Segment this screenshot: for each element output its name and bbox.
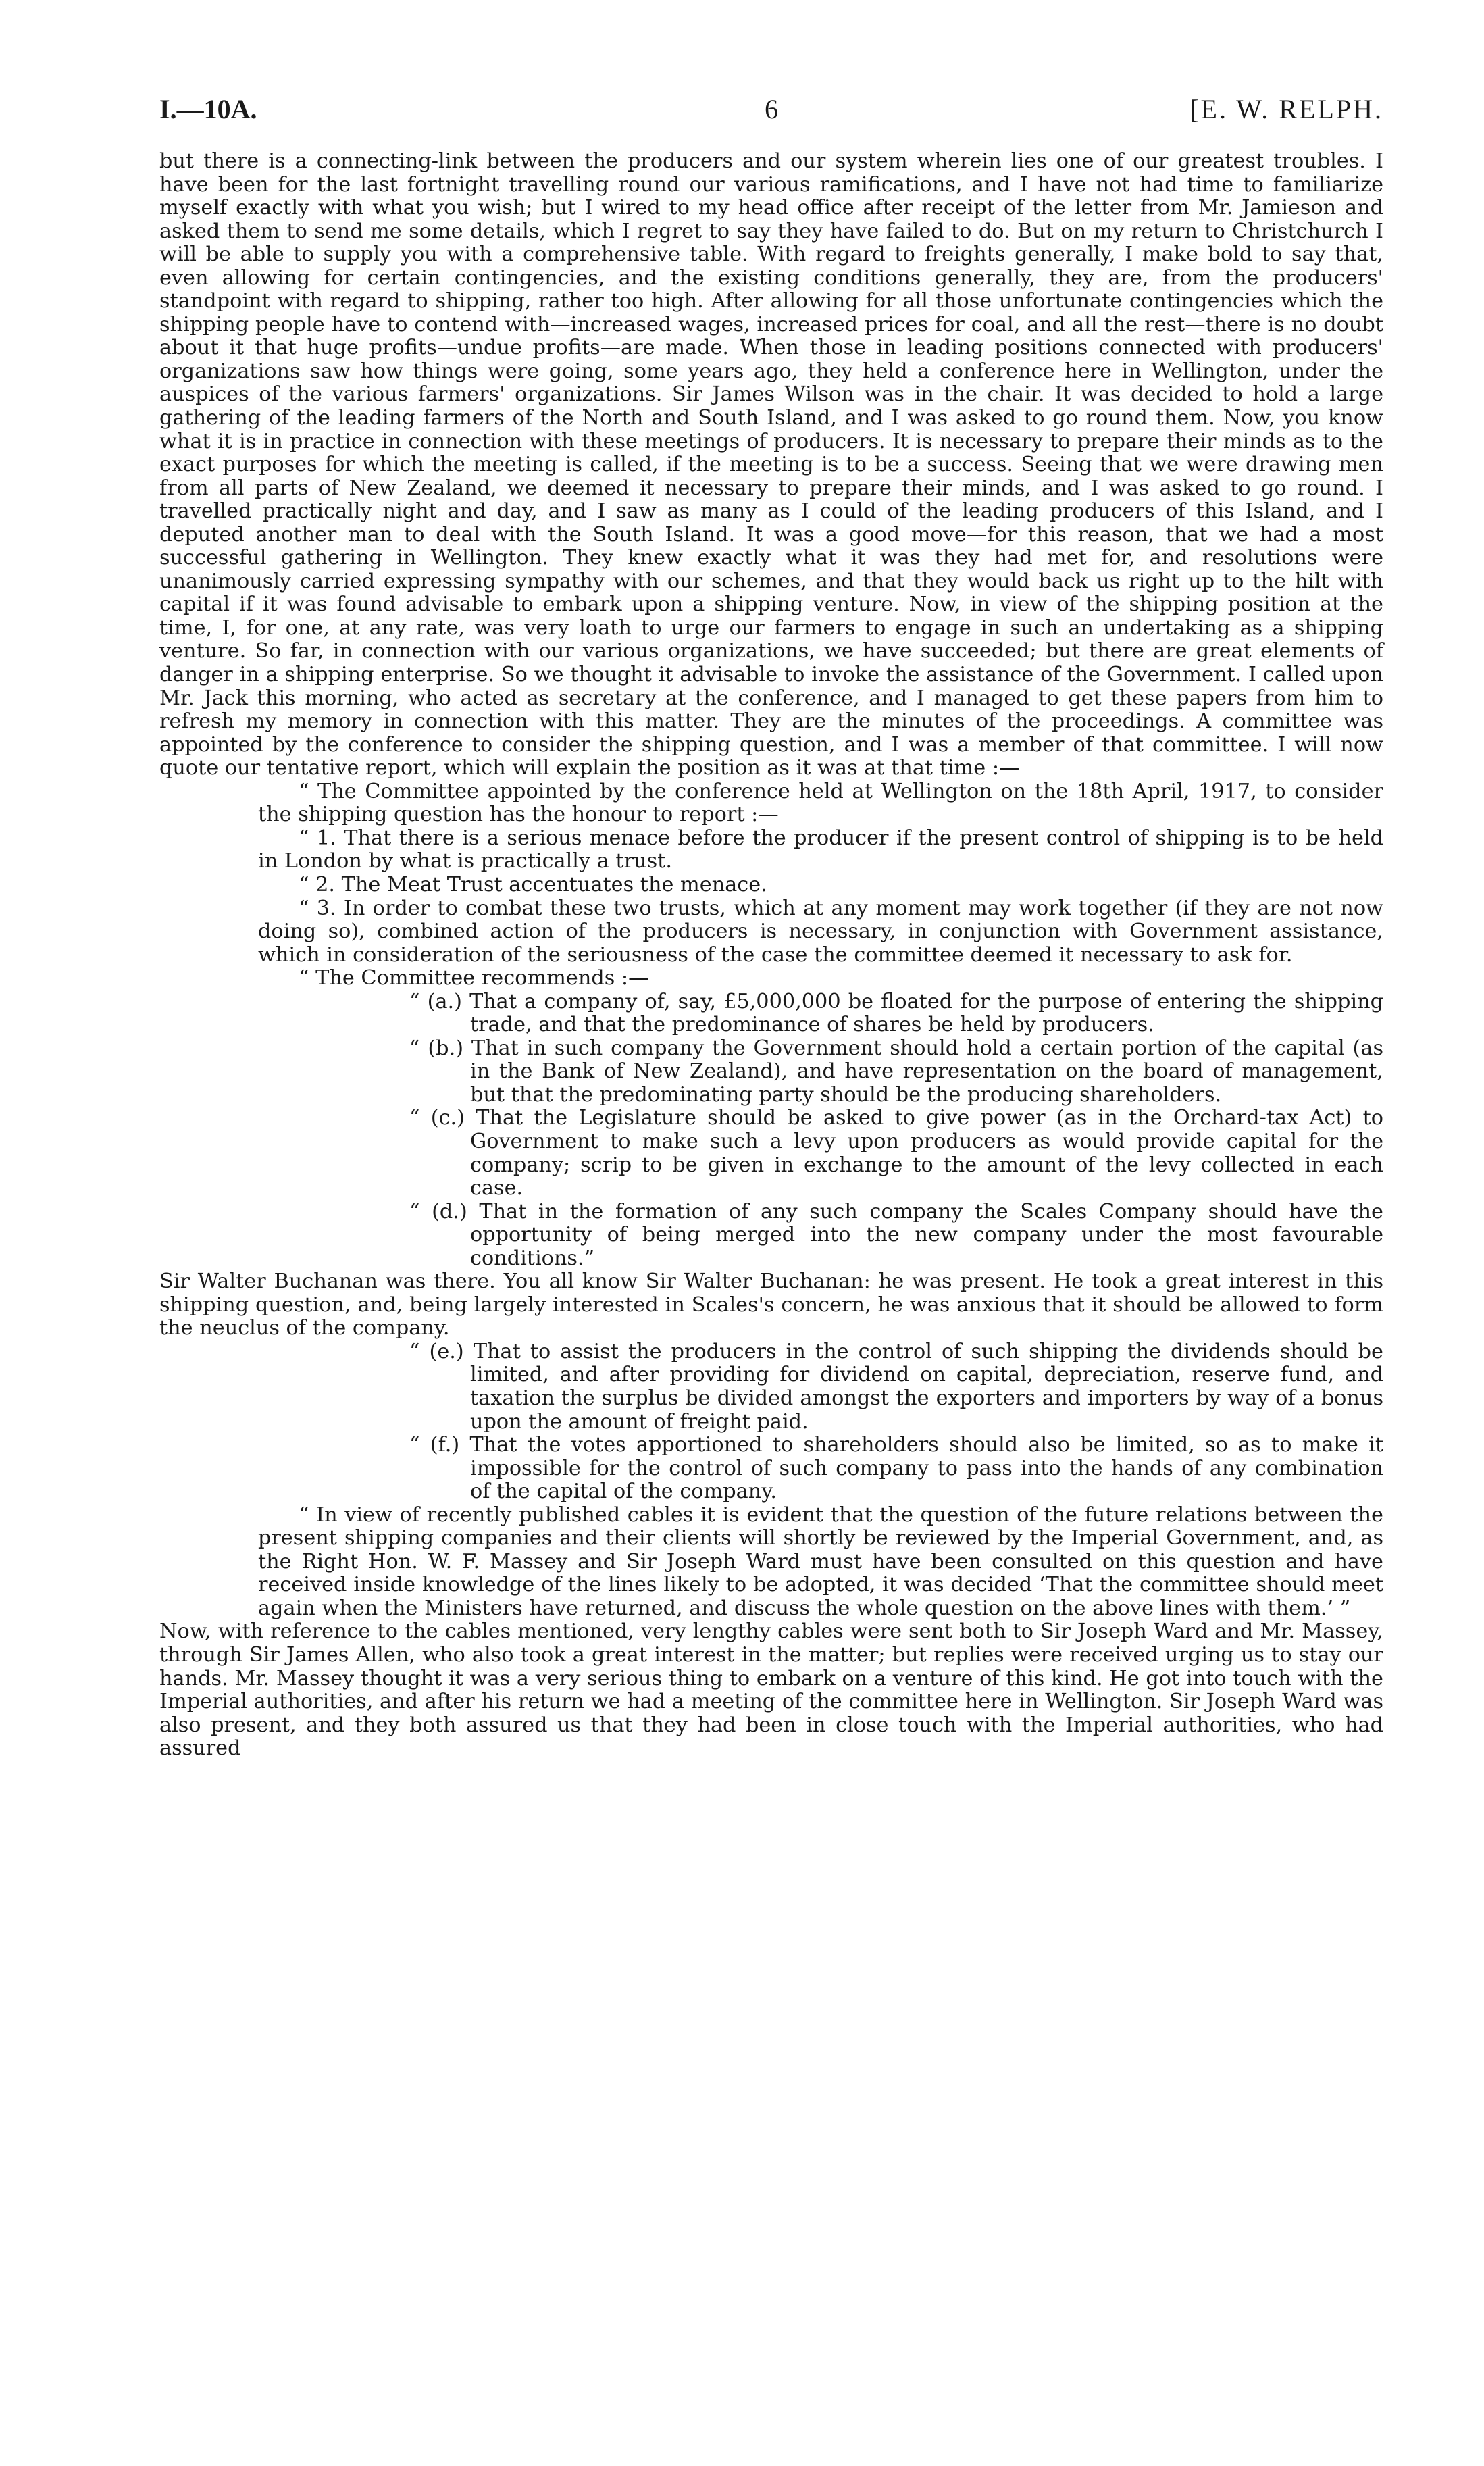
report-cables: “ In view of recently published cables it is evident that the question of the future relations between the present shipping companies and their clients will shortly be reviewed by the Imperial Government, and, as the Right Hon. W. F. Massey and Sir Joseph Ward must have been consulted on this question and have received inside knowledge of the lines likely to be adopted, it was decided ‘That the committee should meet again when the Ministers have returned, and discuss the whole question on the above lines with them.’ ” xyxy=(258,1503,1383,1620)
paper-reference: I.—10A. xyxy=(159,94,257,124)
paragraph-intro: but there is a connecting-link between the producers and our system wherein lies one of our greatest troubles. I have been for the last fortnight travelling round our various ramifications, and I have not had time to familiarize myself exactly with what you wish; but I wired to my head office after receipt of the letter from Mr. Jamieson and asked them to send me some details, which I regret to say they have failed to do. But on my return to Christchurch I will be able to supply you with a comprehensive table. With regard to freights generally, I make bold to say that, even allowing for certain contingencies, and the existing conditions generally, they are, from the producers' standpoint with regard to shipping, rather too high. After allowing for all those unfortunate contingencies which the shipping people have to contend with—increased wages, increased prices for coal, and all the rest—there is no doubt about it that huge profits—undue profits—are made. When those in leading positions connected with producers' organizations saw how things were going, some years ago, they held a conference here in Wellington, under the auspices of the various farmers' organizations. Sir James Wilson was in the chair. It was decided to hold a large gathering of the leading farmers of the North and South Island, and I was asked to go round them. Now, you know what it is in practice in connection with these meetings of producers. It is necessary to prepare their minds as to the exact purposes for which the meeting is called, if the meeting is to be a success. Seeing that we were drawing men from all parts of New Zealand, we deemed it necessary to prepare their minds, and I was asked to go round. I travelled practically night and day, and I saw as many as I could of the leading producers of this Island, and I deputed another man to deal with the South Island. It was a good move—for this reason, that we had a most successful gathering in Wellington. They knew exactly what it was they had met for, and resolutions were unanimously carried expressing sympathy with our schemes, and that they would back us right up to the hilt with capital if it was found advisable to embark upon a shipping venture. Now, in view of the shipping position at the time, I, for one, at any rate, was very loath to urge our farmers to engage in such an undertaking as a shipping venture. So far, in connection with our various organizations, we have succeeded; but there are great elements of danger in a shipping enterprise. So we thought it advisable to invoke the assistance of the Government. I called upon Mr. Jack this morning, who acted as secretary at the conference, and I managed to get these papers from him to refresh my memory in connection with this matter. They are the minutes of the proceedings. A committee was appointed by the conference to consider the shipping question, and I was a member of that committee. I will now quote our tentative report, which will explain the position as it was at that time :— xyxy=(159,149,1383,780)
page-header xyxy=(159,93,1383,134)
recommendation-d: “ (d.) That in the formation of any such company the Scales Company should have the opportunity of being merged into the new company under the most favourable conditions.” xyxy=(409,1199,1383,1270)
paragraph-closing: Now, with reference to the cables mentioned, very lengthy cables were sent both to Sir Joseph Ward and Mr. Massey, through Sir James Allen, who also took a great interest in the matter; but replies were received urging us to stay our hands. Mr. Massey thought it was a very serious thing to embark on a venture of this kind. He got into touch with the Imperial authorities, and after his return we had a meeting of the committee here in Wellington. Sir Joseph Ward was also present, and they both assured us that they had been in close touch with the Imperial authorities, who had assured xyxy=(159,1619,1383,1761)
recommendation-f: “ (f.) That the votes apportioned to shareholders should also be limited, so as to make it impossible for the control of such company to pass into the hands of any combination of the capital of the company. xyxy=(409,1433,1383,1504)
report-recommends: “ The Committee recommends :— xyxy=(299,966,649,990)
report-item-1: “ 1. That there is a serious menace before the producer if the present control of shipping is to be held in London by what is practically a trust. xyxy=(258,826,1383,874)
report-intro: “ The Committee appointed by the conference held at Wellington on the 18th April, 1917, to consider the shipping question has the honour to report :— xyxy=(258,779,1383,827)
page-number: 6 xyxy=(765,94,778,124)
page-body xyxy=(159,150,1383,1761)
recommendation-a: “ (a.) That a company of, say, £5,000,000 be floated for the purpose of entering the shipping trade, and that the predominance of shares be held by producers. xyxy=(409,989,1383,1037)
recommendation-b: “ (b.) That in such company the Government should hold a certain portion of the capital (as in the Bank of New Zealand), and have representation on the board of management, but that the predominating party should be the producing shareholders. xyxy=(409,1036,1383,1107)
paragraph-buchanan: Sir Walter Buchanan was there. You all know Sir Walter Buchanan: he was present. He took a great interest in this shipping question, and, being largely interested in Scales's concern, he was anxious that it should be allowed to form the neuclus of the company. xyxy=(159,1269,1383,1340)
report-item-2: “ 2. The Meat Trust accentuates the menace. xyxy=(299,872,767,897)
witness-name: [E. W. RELPH. xyxy=(1189,94,1383,124)
recommendation-c: “ (c.) That the Legislature should be asked to give power (as in the Orchard-tax Act) to Government to make such a levy upon producers as would provide capital for the company; scrip to be given in exchange to the amount of the levy collected in each case. xyxy=(409,1106,1383,1201)
report-item-3: “ 3. In order to combat these two trusts, which at any moment may work together (if they are not now doing so), combined action of the producers is necessary, in conjunction with Government assistance, which in consideration of the seriousness of the case the committee deemed it necessary to ask for. xyxy=(258,896,1383,967)
recommendation-e: “ (e.) That to assist the producers in the control of such shipping the dividends should be limited, and after providing for dividend on capital, depreciation, reserve fund, and taxation the surplus be divided amongst the exporters and importers by way of a bonus upon the amount of freight paid. xyxy=(409,1339,1383,1434)
